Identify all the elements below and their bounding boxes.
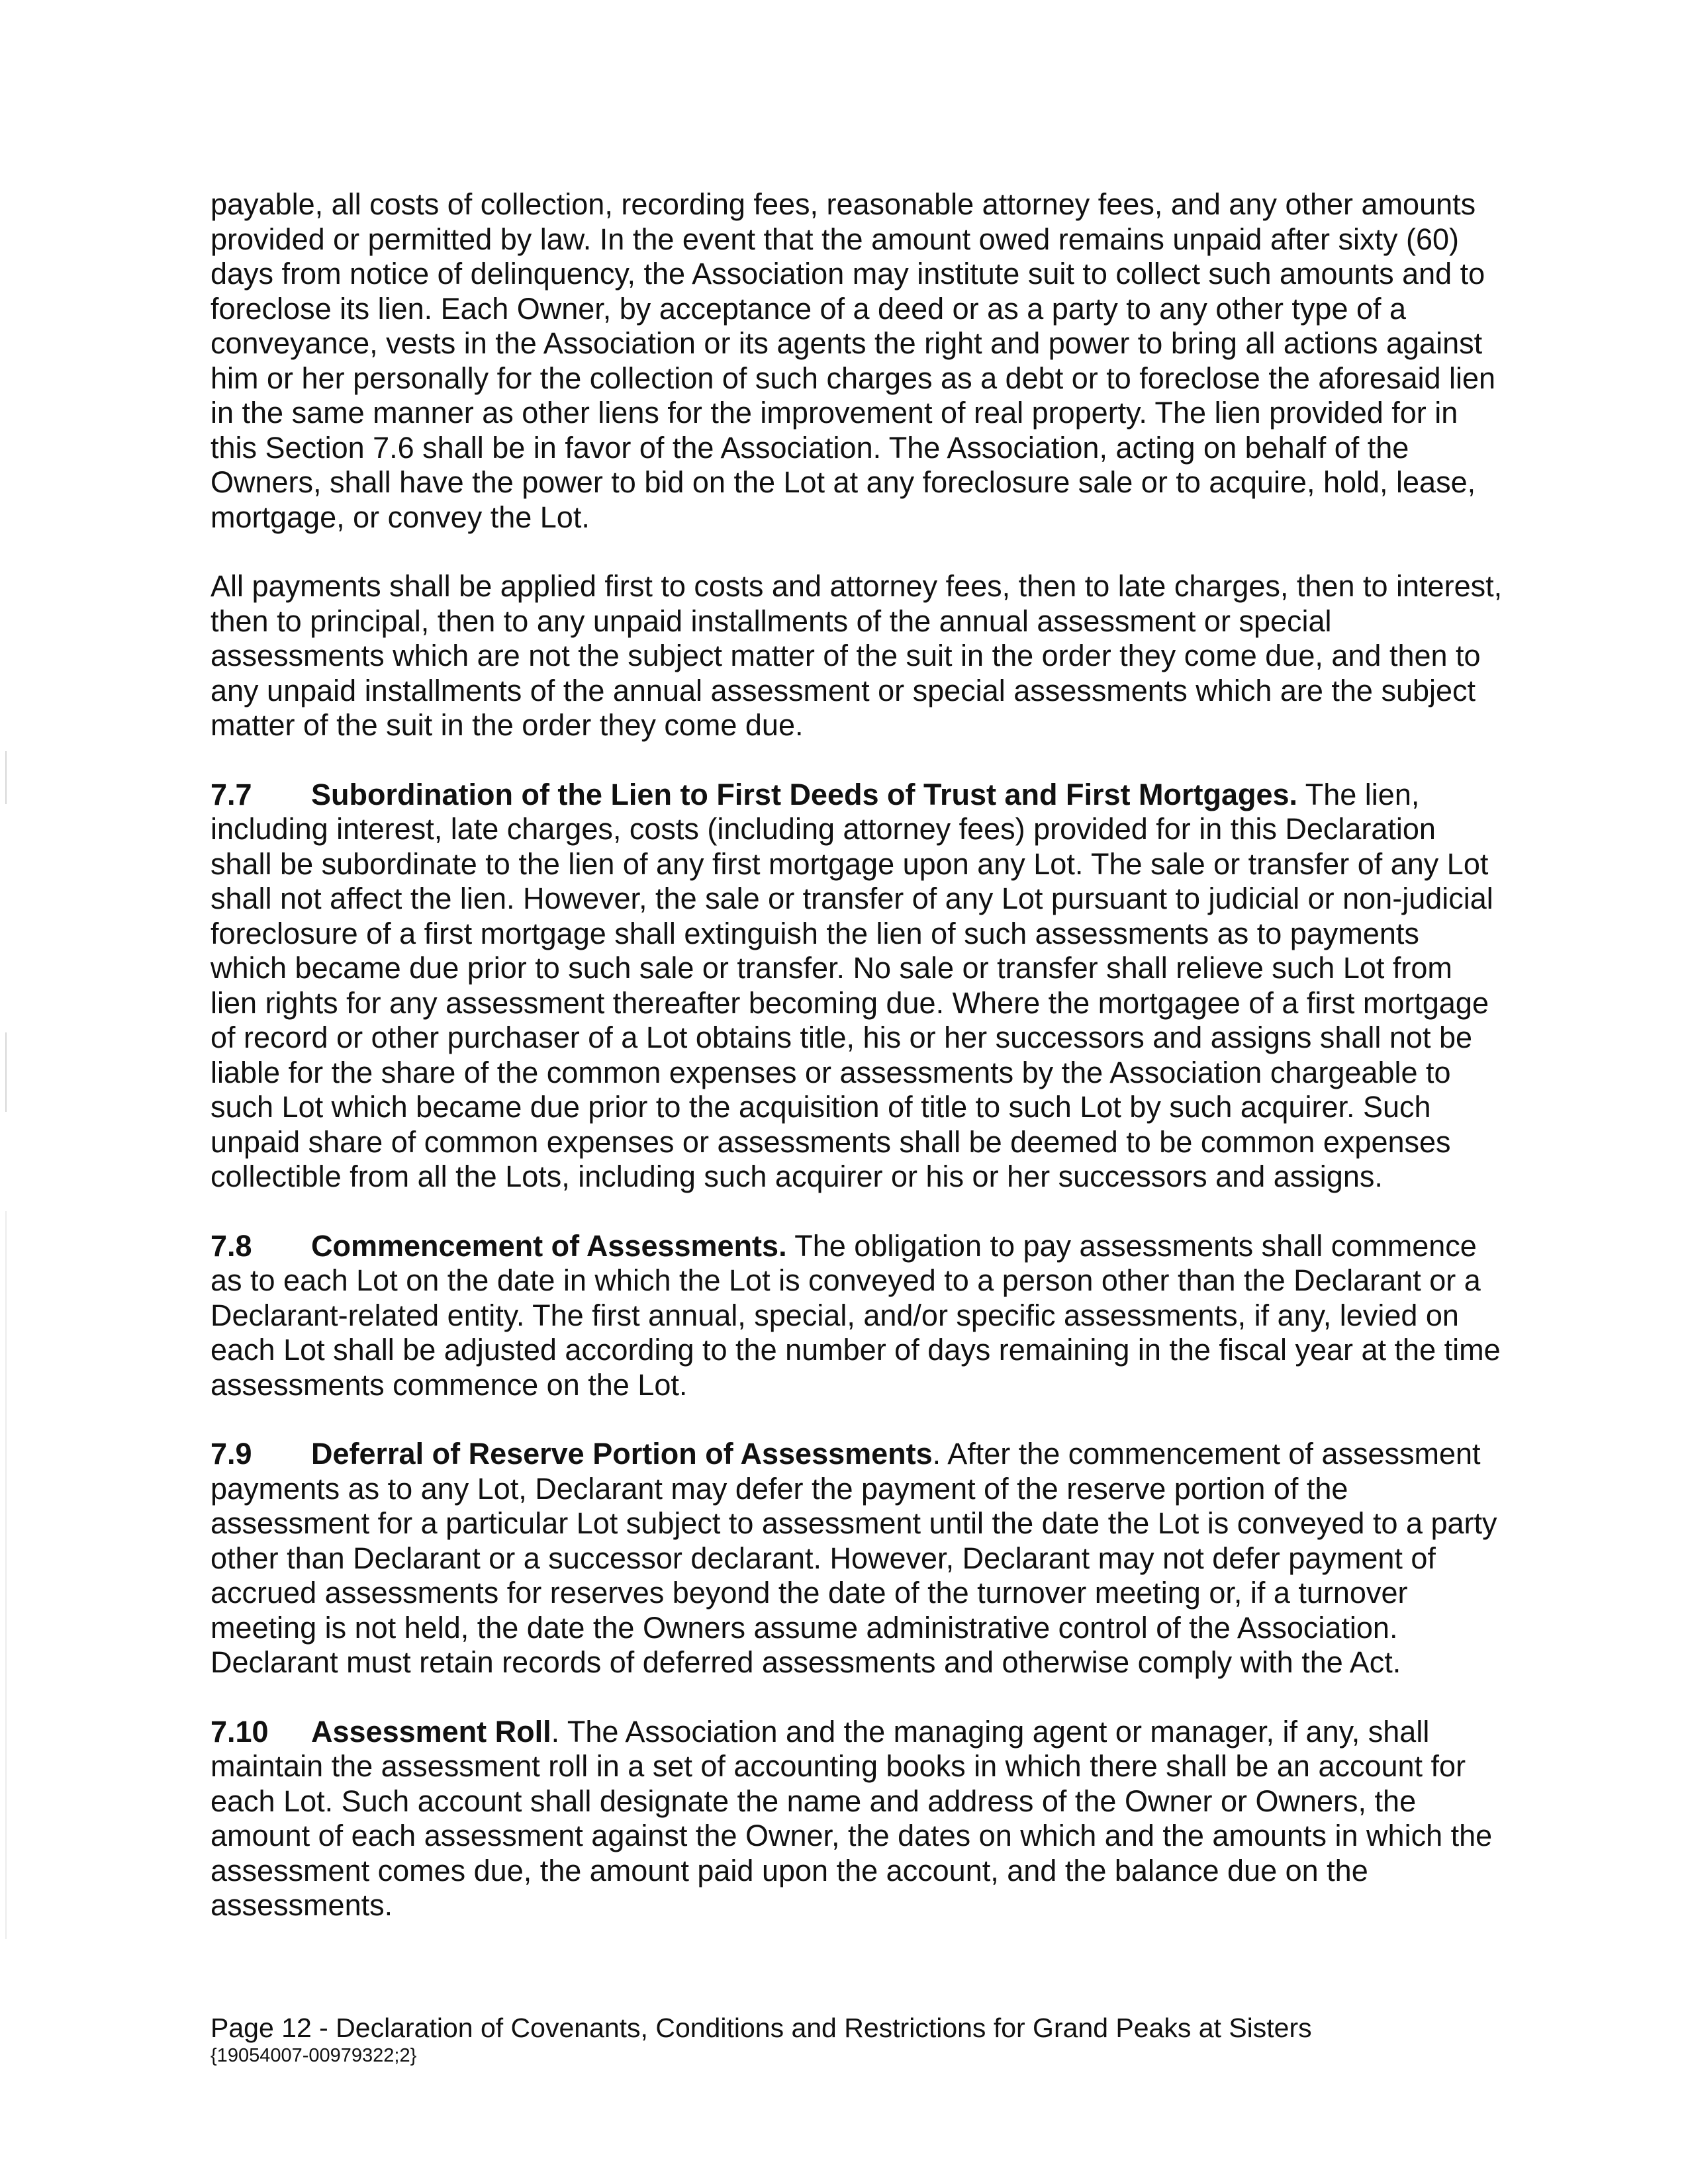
paragraph-text: payable, all costs of collection, recording fees, reasonable attorney fees, and any other amounts provided or permitted by law. In the event that the amount owed remains unpaid after sixty (60) days from notice of delinquency, the Association may institute suit to collect such amounts and to foreclose its lien. Each Owner, by acceptance of a deed or as a party to any other type of a conveyance, vests in the Association or its agents the right and power to bring all actions against him or her personally for the collection of such charges as a debt or to foreclose the aforesaid lien in the same manner as other liens for the improvement of real property. The lien provided for in this Section 7.6 shall be in favor of the Association. The Association, acting on behalf of the Owners, shall have the power to bid on the Lot at any foreclosure sale or to acquire, hold, lease, mortgage, or convey the Lot. — [211, 187, 1496, 534]
section-number: 7.7 — [211, 777, 252, 811]
scan-margin-mark — [5, 1032, 7, 1112]
section-text: The lien, including interest, late charges, costs (including attorney fees) provided for in this Declaration shall be subordinate to the lien of any first mortgage upon any Lot. The sale or transfer of any Lot shall not affect the lien. However, the sale or transfer of any Lot pursuant to judicial or non-judicial foreclosure of a first mortgage shall extinguish the lien of such assessments as to payments which became due prior to such sale or transfer. No sale or transfer shall relieve such Lot from lien rights for any assessment thereafter becoming due. Where the mortgagee of a first mortgage of record or other purchaser of a Lot obtains title, his or her successors and assigns shall not be liable for the share of the common expenses or assessments by the Association chargeable to such Lot which became due prior to the acquisition of title to such Lot by such acquirer. Such unpaid share of common expenses or assessments shall be deemed to be common expenses collectible from all the Lots, including such acquirer or his or her successors and assigns. — [211, 777, 1493, 1193]
footer-doc-code: {19054007-00979322;2} — [211, 2045, 417, 2066]
page-footer — [211, 2012, 1503, 2068]
section-text: . The Association and the managing agent or manager, if any, shall maintain the assessment roll in a set of accounting books in which there shall be an account for each Lot. Such account shall designate the name and address of the Owner or Owners, the amount of each assessment against the Owner, the dates on which and the amounts in which the assessment comes due, the amount paid upon the account, and the balance due on the assessments. — [211, 1714, 1493, 1922]
section-text: The obligation to pay assessments shall commence as to each Lot on the date in which the Lot is conveyed to a person other than the Declarant or a Declarant-related entity. The first annual, special, and/or specific assessments, if any, levied on each Lot shall be adjusted according to the number of days remaining in the fiscal year at the time assessments commence on the Lot. — [211, 1228, 1501, 1402]
section-7-10 — [211, 1715, 1503, 1923]
section-title: Deferral of Reserve Portion of Assessments — [311, 1437, 933, 1471]
paragraph-lien-continuation — [211, 187, 1503, 535]
paragraph-payment-application — [211, 569, 1503, 743]
document-body — [211, 187, 1503, 1958]
scan-margin-mark — [5, 1211, 7, 1939]
section-number: 7.8 — [211, 1228, 252, 1263]
section-7-8 — [211, 1229, 1503, 1403]
scan-margin-mark — [5, 751, 7, 804]
section-title: Assessment Roll — [311, 1714, 551, 1749]
footer-page-line: Page 12 - Declaration of Covenants, Conditions and Restrictions for Grand Peaks at Sisters — [211, 2013, 1312, 2043]
section-text: . After the commencement of assessment payments as to any Lot, Declarant may defer the payment of the reserve portion of the assessment for a particular Lot subject to assessment until the date the Lot is conveyed to a party other than Declarant or a successor declarant. However, Declarant may not defer payment of accrued assessments for reserves beyond the date of the turnover meeting or, if a turnover meeting is not held, the date the Owners assume administrative control of the Association. Declarant must retain records of deferred assessments and otherwise comply with the Act. — [211, 1437, 1497, 1679]
section-title: Subordination of the Lien to First Deeds of Trust and First Mortgages. — [311, 777, 1298, 811]
section-7-7 — [211, 778, 1503, 1195]
paragraph-text: All payments shall be applied first to costs and attorney fees, then to late charges, then to interest, then to principal, then to any unpaid installments of the annual assessment or special assessments which are not the subject matter of the suit in the order they come due, and then to any unpaid installments of the annual assessment or special assessments which are the subject matter of the suit in the order they come due. — [211, 569, 1503, 742]
section-number: 7.9 — [211, 1437, 252, 1471]
section-title: Commencement of Assessments. — [311, 1228, 787, 1263]
section-7-9 — [211, 1437, 1503, 1680]
section-number: 7.10 — [211, 1714, 269, 1749]
